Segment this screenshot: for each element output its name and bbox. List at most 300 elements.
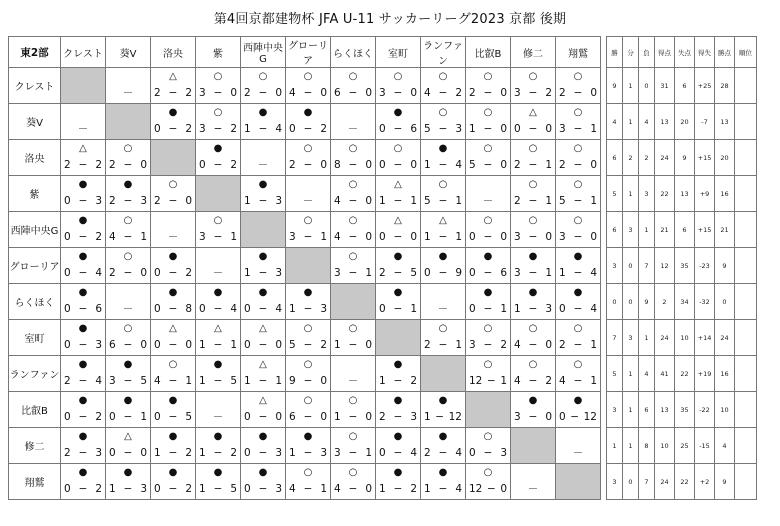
stat-cell bbox=[735, 320, 757, 356]
result-mark: ● bbox=[393, 467, 403, 478]
score-separator: − bbox=[483, 447, 493, 459]
match-result-cell bbox=[511, 212, 556, 248]
result-mark: ● bbox=[213, 287, 223, 298]
result-mark: ○ bbox=[573, 359, 583, 370]
score bbox=[559, 375, 597, 387]
goals-for: 0 bbox=[64, 231, 71, 243]
match-result-cell bbox=[106, 356, 151, 392]
goals-for: 1 bbox=[244, 375, 251, 387]
result-mark: ○ bbox=[213, 215, 223, 226]
match-result-cell bbox=[61, 104, 106, 140]
goals-for: 5 bbox=[424, 195, 431, 207]
score-separator: − bbox=[393, 411, 403, 423]
goals-against: 2 bbox=[95, 231, 102, 243]
score-separator: − bbox=[303, 123, 313, 135]
score bbox=[154, 195, 192, 207]
goals-against: 8 bbox=[185, 303, 192, 315]
stat-cell: 35 bbox=[675, 392, 695, 428]
match-result-cell bbox=[331, 320, 376, 356]
stat-cell: 0 bbox=[623, 284, 639, 320]
column-header-team: 修二 bbox=[511, 37, 556, 68]
stat-cell: 9 bbox=[715, 248, 735, 284]
match-result-cell bbox=[421, 68, 466, 104]
match-result-cell bbox=[61, 464, 106, 500]
score-separator: − bbox=[486, 375, 496, 387]
match-result-cell bbox=[61, 212, 106, 248]
goals-against: 5 bbox=[410, 267, 417, 279]
score-separator: − bbox=[168, 447, 178, 459]
goals-for: 0 bbox=[64, 483, 71, 495]
match-result-cell bbox=[421, 428, 466, 464]
goals-for: 2 bbox=[109, 159, 116, 171]
score-separator: − bbox=[213, 483, 223, 495]
goals-for: 1 bbox=[424, 231, 431, 243]
goals-against: 1 bbox=[500, 375, 507, 387]
goals-against: 1 bbox=[500, 303, 507, 315]
score bbox=[469, 483, 507, 495]
goals-against: 0 bbox=[185, 195, 192, 207]
score-separator: − bbox=[303, 159, 313, 171]
score-separator: − bbox=[123, 231, 133, 243]
match-result-cell bbox=[61, 356, 106, 392]
score-separator: − bbox=[168, 303, 178, 315]
match-result-cell bbox=[466, 176, 511, 212]
match-result-cell bbox=[241, 248, 286, 284]
score-separator: − bbox=[168, 339, 178, 351]
goals-against: 3 bbox=[410, 411, 417, 423]
goals-against: 2 bbox=[320, 339, 327, 351]
result-mark: ○ bbox=[123, 323, 133, 334]
score bbox=[424, 411, 462, 423]
match-result-cell bbox=[196, 104, 241, 140]
goals-against: 0 bbox=[320, 159, 327, 171]
result-mark: ● bbox=[258, 287, 268, 298]
goals-for: 4 bbox=[334, 195, 341, 207]
result-mark: ● bbox=[78, 215, 88, 226]
goals-for: 2 bbox=[109, 267, 116, 279]
score bbox=[64, 483, 102, 495]
column-header-stat: 失点 bbox=[675, 37, 695, 68]
self-match-cell bbox=[331, 284, 376, 320]
goals-for: 3 bbox=[514, 411, 521, 423]
goals-against: 2 bbox=[500, 339, 507, 351]
result-mark: ○ bbox=[168, 359, 178, 370]
self-match-cell bbox=[376, 320, 421, 356]
goals-against: 4 bbox=[410, 447, 417, 459]
stat-cell bbox=[735, 248, 757, 284]
goals-against: 12 bbox=[448, 411, 462, 423]
goals-for: 1 bbox=[469, 123, 476, 135]
goals-against: 0 bbox=[410, 87, 417, 99]
goals-for: 0 bbox=[154, 303, 161, 315]
result-mark: △ bbox=[169, 71, 177, 82]
match-result-cell bbox=[556, 104, 601, 140]
stat-cell: 7 bbox=[607, 320, 623, 356]
result-mark: ● bbox=[258, 251, 268, 262]
score bbox=[424, 231, 462, 243]
score-separator: − bbox=[435, 411, 445, 423]
score bbox=[289, 159, 327, 171]
goals-against: 0 bbox=[500, 231, 507, 243]
goals-against: 4 bbox=[230, 303, 237, 315]
match-result-cell bbox=[196, 428, 241, 464]
result-mark: ○ bbox=[303, 215, 313, 226]
goals-against: 2 bbox=[320, 123, 327, 135]
match-result-cell bbox=[466, 284, 511, 320]
unplayed-dash: － bbox=[437, 303, 449, 315]
result-mark: ● bbox=[78, 251, 88, 262]
match-result-cell bbox=[421, 104, 466, 140]
match-result-cell bbox=[466, 464, 511, 500]
result-mark: ● bbox=[168, 431, 178, 442]
goals-against: 9 bbox=[455, 267, 462, 279]
league-table-wrapper bbox=[8, 36, 757, 500]
result-mark: ● bbox=[303, 107, 313, 118]
match-result-cell bbox=[556, 176, 601, 212]
stat-cell: 16 bbox=[715, 176, 735, 212]
score bbox=[469, 303, 507, 315]
stat-cell: 6 bbox=[607, 212, 623, 248]
goals-for: 4 bbox=[424, 87, 431, 99]
score-separator: − bbox=[438, 123, 448, 135]
goals-for: 3 bbox=[559, 123, 566, 135]
score-separator: − bbox=[303, 303, 313, 315]
self-match-cell bbox=[106, 104, 151, 140]
goals-against: 5 bbox=[230, 375, 237, 387]
score bbox=[379, 303, 417, 315]
goals-for: 0 bbox=[154, 123, 161, 135]
score-separator: − bbox=[348, 339, 358, 351]
score bbox=[514, 303, 552, 315]
table-row bbox=[9, 248, 757, 284]
result-mark: ○ bbox=[213, 107, 223, 118]
goals-against: 2 bbox=[410, 483, 417, 495]
goals-against: 3 bbox=[500, 447, 507, 459]
match-result-cell bbox=[61, 140, 106, 176]
goals-for: 2 bbox=[64, 375, 71, 387]
result-mark: ○ bbox=[303, 467, 313, 478]
goals-against: 1 bbox=[455, 195, 462, 207]
goals-for: 1 bbox=[514, 303, 521, 315]
goals-for: 6 bbox=[289, 411, 296, 423]
goals-against: 3 bbox=[275, 195, 282, 207]
match-result-cell bbox=[106, 140, 151, 176]
result-mark: ○ bbox=[168, 179, 178, 190]
stat-cell: 28 bbox=[715, 68, 735, 104]
match-result-cell bbox=[106, 320, 151, 356]
result-mark: ○ bbox=[348, 215, 358, 226]
result-mark: ● bbox=[258, 467, 268, 478]
score-separator: − bbox=[438, 483, 448, 495]
score-separator: − bbox=[528, 195, 538, 207]
match-result-cell bbox=[286, 428, 331, 464]
score-separator: − bbox=[258, 411, 268, 423]
goals-against: 1 bbox=[365, 267, 372, 279]
result-mark: ○ bbox=[393, 71, 403, 82]
score bbox=[469, 231, 507, 243]
result-mark: ○ bbox=[573, 71, 583, 82]
score bbox=[379, 447, 417, 459]
score-separator: − bbox=[78, 231, 88, 243]
score bbox=[64, 411, 102, 423]
stat-cell: 10 bbox=[715, 392, 735, 428]
score bbox=[469, 339, 507, 351]
match-result-cell bbox=[196, 248, 241, 284]
match-result-cell bbox=[511, 248, 556, 284]
goals-for: 2 bbox=[424, 447, 431, 459]
result-mark: ○ bbox=[348, 431, 358, 442]
goals-for: 0 bbox=[199, 303, 206, 315]
result-mark: ● bbox=[528, 395, 538, 406]
score-separator: − bbox=[393, 303, 403, 315]
score bbox=[514, 195, 552, 207]
score bbox=[424, 447, 462, 459]
score bbox=[379, 87, 417, 99]
score bbox=[334, 447, 372, 459]
match-result-cell bbox=[421, 464, 466, 500]
goals-for: 3 bbox=[109, 375, 116, 387]
score bbox=[199, 87, 237, 99]
result-mark: ● bbox=[123, 179, 133, 190]
goals-for: 4 bbox=[109, 231, 116, 243]
score-separator: − bbox=[213, 375, 223, 387]
goals-against: 2 bbox=[455, 87, 462, 99]
match-result-cell bbox=[331, 428, 376, 464]
goals-against: 2 bbox=[95, 483, 102, 495]
stat-cell: 5 bbox=[607, 356, 623, 392]
result-mark: ○ bbox=[528, 323, 538, 334]
stat-cell bbox=[735, 464, 757, 500]
stat-cell: 0 bbox=[623, 248, 639, 284]
goals-for: 4 bbox=[334, 231, 341, 243]
score bbox=[64, 447, 102, 459]
goals-for: 2 bbox=[469, 87, 476, 99]
goals-for: 0 bbox=[559, 411, 566, 423]
match-result-cell bbox=[556, 68, 601, 104]
goals-against: 3 bbox=[320, 303, 327, 315]
result-mark: △ bbox=[394, 215, 402, 226]
goals-for: 0 bbox=[109, 447, 116, 459]
row-header-team: 洛央 bbox=[9, 140, 61, 176]
result-mark: ● bbox=[393, 359, 403, 370]
row-header-team: 室町 bbox=[9, 320, 61, 356]
unplayed-dash: － bbox=[572, 447, 584, 459]
result-mark: ● bbox=[303, 431, 313, 442]
table-row bbox=[9, 356, 757, 392]
score-separator: − bbox=[438, 87, 448, 99]
result-mark: ○ bbox=[528, 71, 538, 82]
score bbox=[109, 339, 147, 351]
match-result-cell bbox=[196, 464, 241, 500]
result-mark: △ bbox=[259, 323, 267, 334]
score-separator: − bbox=[168, 411, 178, 423]
stat-cell: 7 bbox=[639, 248, 655, 284]
result-mark: △ bbox=[214, 323, 222, 334]
match-result-cell bbox=[196, 212, 241, 248]
result-mark: ○ bbox=[528, 179, 538, 190]
score bbox=[334, 195, 372, 207]
match-result-cell bbox=[106, 428, 151, 464]
goals-against: 0 bbox=[275, 87, 282, 99]
stat-cell: +15 bbox=[695, 140, 715, 176]
match-result-cell bbox=[376, 428, 421, 464]
stat-cell: 22 bbox=[675, 464, 695, 500]
score-separator: − bbox=[258, 375, 268, 387]
match-result-cell bbox=[376, 392, 421, 428]
result-mark: ● bbox=[213, 359, 223, 370]
score bbox=[424, 339, 462, 351]
match-result-cell bbox=[556, 140, 601, 176]
goals-for: 2 bbox=[379, 411, 386, 423]
score-separator: − bbox=[528, 375, 538, 387]
goals-against: 0 bbox=[365, 483, 372, 495]
goals-against: 3 bbox=[140, 195, 147, 207]
match-result-cell bbox=[61, 428, 106, 464]
goals-for: 1 bbox=[199, 339, 206, 351]
score-separator: − bbox=[303, 339, 313, 351]
result-mark: ○ bbox=[348, 71, 358, 82]
goals-for: 3 bbox=[199, 87, 206, 99]
result-mark: ● bbox=[168, 467, 178, 478]
stat-cell: 4 bbox=[639, 356, 655, 392]
match-result-cell bbox=[241, 464, 286, 500]
goals-against: 3 bbox=[320, 447, 327, 459]
goals-against: 4 bbox=[455, 159, 462, 171]
column-header-team: グローリア bbox=[286, 37, 331, 68]
match-result-cell bbox=[241, 428, 286, 464]
table-row bbox=[9, 68, 757, 104]
score-separator: − bbox=[483, 87, 493, 99]
goals-for: 5 bbox=[469, 159, 476, 171]
stat-cell: 24 bbox=[655, 464, 675, 500]
score-separator: − bbox=[348, 87, 358, 99]
match-result-cell bbox=[196, 392, 241, 428]
goals-against: 0 bbox=[545, 123, 552, 135]
match-result-cell bbox=[511, 356, 556, 392]
score-separator: − bbox=[123, 195, 133, 207]
stat-cell: 0 bbox=[623, 464, 639, 500]
goals-against: 0 bbox=[365, 231, 372, 243]
goals-for: 0 bbox=[154, 411, 161, 423]
goals-for: 1 bbox=[199, 375, 206, 387]
goals-against: 0 bbox=[365, 339, 372, 351]
match-result-cell bbox=[556, 356, 601, 392]
goals-for: 2 bbox=[379, 267, 386, 279]
goals-for: 0 bbox=[109, 411, 116, 423]
score bbox=[154, 375, 192, 387]
row-header-team: 西陣中央G bbox=[9, 212, 61, 248]
result-mark: ● bbox=[393, 107, 403, 118]
goals-for: 4 bbox=[289, 87, 296, 99]
match-result-cell bbox=[376, 68, 421, 104]
score-separator: − bbox=[438, 195, 448, 207]
result-mark: ○ bbox=[438, 179, 448, 190]
score-separator: − bbox=[213, 339, 223, 351]
self-match-cell bbox=[61, 68, 106, 104]
score bbox=[199, 159, 237, 171]
goals-against: 6 bbox=[95, 303, 102, 315]
goals-against: 1 bbox=[230, 339, 237, 351]
score-separator: − bbox=[348, 483, 358, 495]
result-mark: ○ bbox=[348, 179, 358, 190]
score bbox=[199, 447, 237, 459]
score bbox=[289, 231, 327, 243]
goals-for: 1 bbox=[244, 123, 251, 135]
row-header-team: クレスト bbox=[9, 68, 61, 104]
column-header-team: ランファン bbox=[421, 37, 466, 68]
match-result-cell bbox=[196, 68, 241, 104]
goals-for: 1 bbox=[424, 159, 431, 171]
goals-for: 0 bbox=[514, 123, 521, 135]
goals-against: 1 bbox=[590, 123, 597, 135]
score-separator: − bbox=[213, 303, 223, 315]
score bbox=[244, 87, 282, 99]
result-mark: ○ bbox=[438, 107, 448, 118]
score bbox=[199, 231, 237, 243]
goals-against: 2 bbox=[230, 447, 237, 459]
score bbox=[469, 123, 507, 135]
column-header-stat: 負 bbox=[639, 37, 655, 68]
score-separator: − bbox=[573, 375, 583, 387]
result-mark: ● bbox=[78, 359, 88, 370]
score bbox=[559, 303, 597, 315]
row-header-team: ランファン bbox=[9, 356, 61, 392]
score bbox=[334, 87, 372, 99]
column-header-stat: 勝 bbox=[607, 37, 623, 68]
goals-against: 6 bbox=[410, 123, 417, 135]
match-result-cell bbox=[106, 248, 151, 284]
column-header-team: 紫 bbox=[196, 37, 241, 68]
score-separator: − bbox=[303, 231, 313, 243]
score-separator: − bbox=[573, 339, 583, 351]
score bbox=[289, 447, 327, 459]
goals-against: 1 bbox=[545, 159, 552, 171]
score-separator: − bbox=[483, 231, 493, 243]
goals-against: 3 bbox=[275, 447, 282, 459]
stat-cell: 10 bbox=[655, 428, 675, 464]
goals-for: 1 bbox=[424, 483, 431, 495]
score bbox=[109, 267, 147, 279]
stat-cell: 3 bbox=[623, 320, 639, 356]
match-result-cell bbox=[196, 356, 241, 392]
match-result-cell bbox=[466, 320, 511, 356]
goals-for: 12 bbox=[469, 375, 483, 387]
score bbox=[559, 231, 597, 243]
score bbox=[334, 267, 372, 279]
score-separator: − bbox=[78, 303, 88, 315]
score-separator: − bbox=[573, 123, 583, 135]
score-separator: − bbox=[258, 339, 268, 351]
match-result-cell bbox=[421, 140, 466, 176]
goals-against: 1 bbox=[455, 339, 462, 351]
stat-cell: 9 bbox=[715, 464, 735, 500]
result-mark: △ bbox=[439, 215, 447, 226]
score bbox=[469, 375, 507, 387]
column-header-stat: 勝点 bbox=[715, 37, 735, 68]
match-result-cell bbox=[196, 320, 241, 356]
match-result-cell bbox=[511, 464, 556, 500]
goals-against: 0 bbox=[365, 195, 372, 207]
goals-against: 0 bbox=[140, 267, 147, 279]
score-separator: − bbox=[123, 267, 133, 279]
stat-cell bbox=[735, 284, 757, 320]
goals-against: 1 bbox=[365, 447, 372, 459]
score-separator: − bbox=[303, 87, 313, 99]
score-separator: − bbox=[528, 231, 538, 243]
score bbox=[469, 447, 507, 459]
column-header-team: 室町 bbox=[376, 37, 421, 68]
result-mark: ● bbox=[438, 467, 448, 478]
